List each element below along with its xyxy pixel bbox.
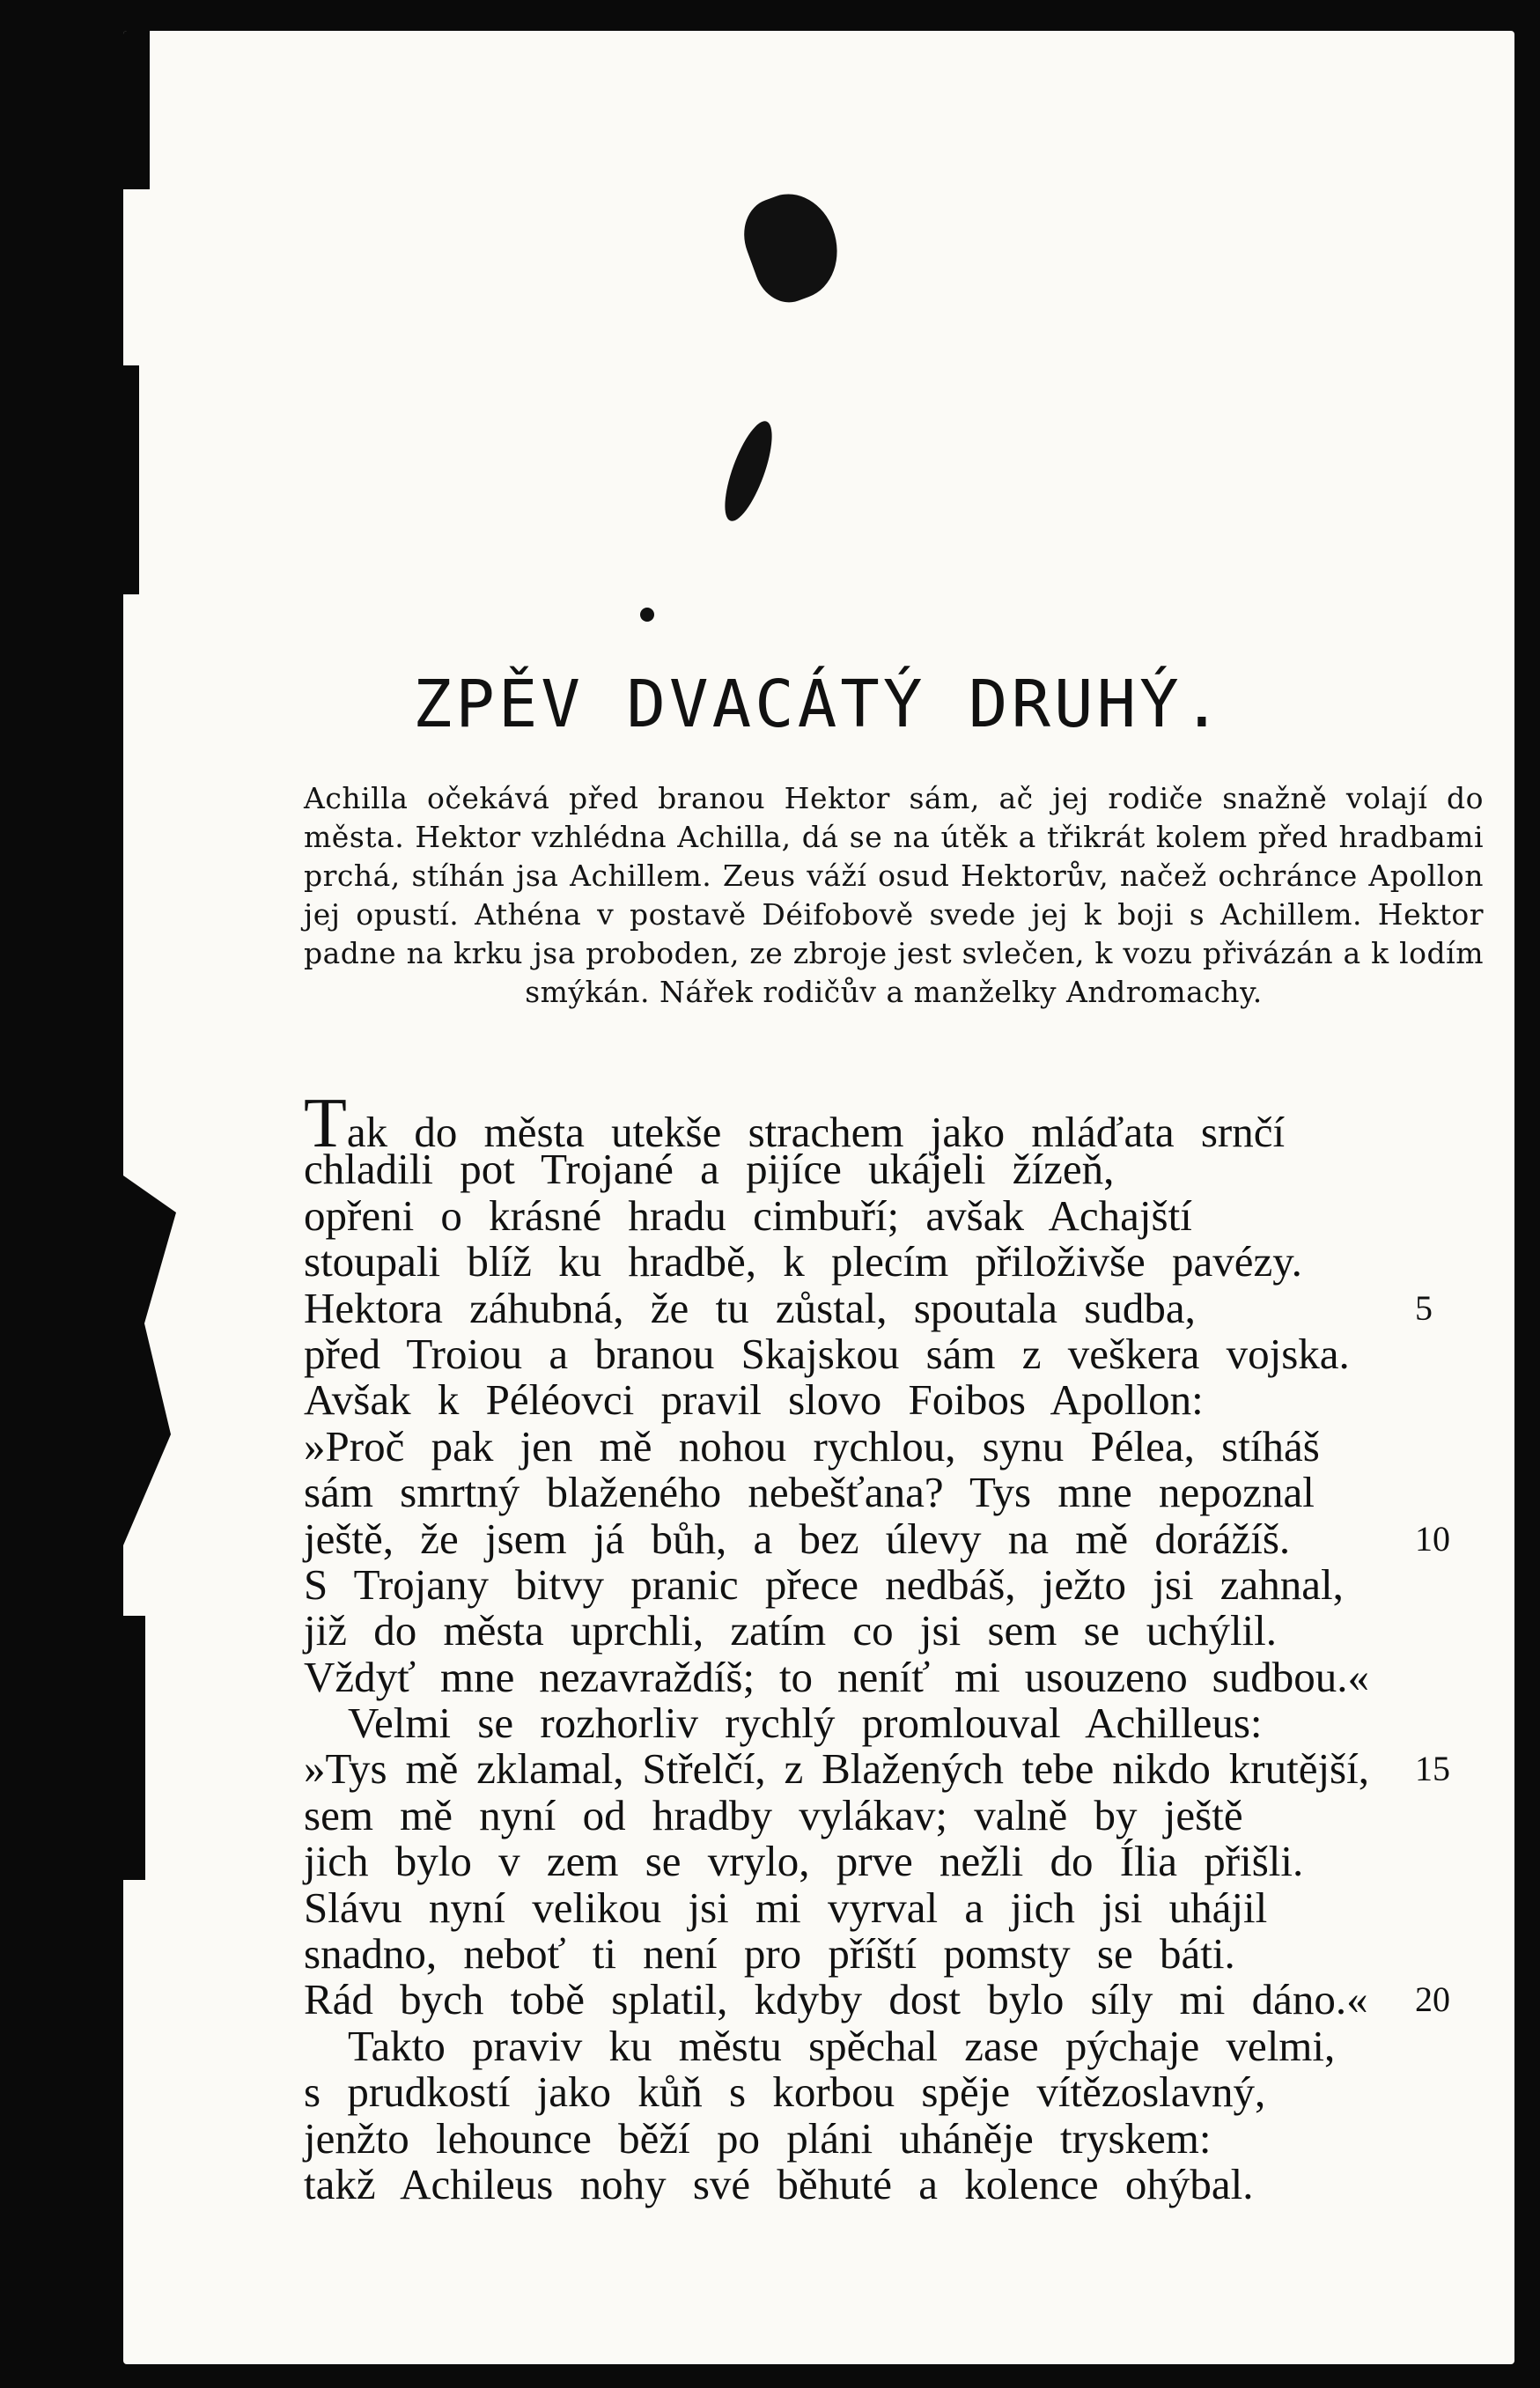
verse-text-rest: ak do města utekše strachem jako mláďata srnčí xyxy=(346,1108,1286,1156)
verse-text: opřeni o krásné hradu cimbuří; avšak Achajští xyxy=(304,1190,1192,1240)
verse-text: Slávu nyní velikou jsi mi vyrval a jich jsi uhájil xyxy=(304,1883,1268,1932)
verse-text: Takto praviv ku městu spěchal zase pýchaje velmi, xyxy=(348,2021,1336,2070)
verse-line xyxy=(304,1146,1492,1192)
verse-text: Rád bych tobě splatil, kdyby dost bylo síly mi dáno.« xyxy=(304,1975,1368,2024)
verse-text: Avšak k Péléovci pravil slovo Foibos Apollon: xyxy=(304,1375,1204,1425)
verse-text: Vždyť mne nezavraždíš; to neníť mi usouzeno sudbou.« xyxy=(304,1652,1369,1701)
ink-dot xyxy=(640,608,654,622)
verse-line xyxy=(304,1746,1492,1792)
verse-line xyxy=(304,1931,1492,1977)
verse-text: Velmi se rozhorliv rychlý promlouval Achilleus: xyxy=(348,1699,1263,1748)
verse-text: ještě, že jsem já bůh, a bez úlevy na mě dorážíš. xyxy=(304,1514,1291,1563)
verse-line xyxy=(304,1470,1492,1515)
verse-text: takž Achileus nohy své běhuté a kolence ohýbal. xyxy=(304,2159,1254,2208)
verse-line xyxy=(304,1977,1492,2023)
verse-text: sám smrtný blaženého nebešťana? Tys mne nepoznal xyxy=(304,1468,1315,1517)
line-number: 15 xyxy=(1415,1749,1450,1789)
line-number: 5 xyxy=(1415,1287,1433,1328)
verse-line xyxy=(304,1190,1492,1240)
verse-text: s prudkostí jako kůň s korbou spěje vítězoslavný, xyxy=(304,2067,1266,2117)
verse-text: stoupali blíž ku hradbě, k plecím přiloživše pavézy. xyxy=(304,1237,1302,1286)
chapter-title: ZPĚV DVACÁTÝ DRUHÝ. xyxy=(412,667,1226,742)
verse-line xyxy=(304,1652,1492,1701)
verse-line xyxy=(304,2023,1492,2069)
paper-sheet xyxy=(123,31,1514,2364)
verse-line xyxy=(304,1421,1492,1470)
verse-line xyxy=(304,1239,1492,1285)
verse-line xyxy=(304,1839,1492,1884)
verse-line xyxy=(304,2113,1492,2163)
verse-text: Hektora záhubná, že tu zůstal, spoutala sudba, xyxy=(304,1283,1196,1332)
verse-text: před Troiou a branou Skajskou sám z veškera vojska. xyxy=(304,1329,1350,1378)
torn-edge xyxy=(123,365,139,594)
verse-line xyxy=(304,1085,1492,1162)
verse-text: jenžto lehounce běží po pláni uháněje tryskem: xyxy=(304,2113,1212,2163)
verse-line xyxy=(304,2159,1492,2208)
verse-line xyxy=(304,1559,1492,1609)
verse-text: »Proč pak jen mě nohou rychlou, synu Pélea, stíháš xyxy=(304,1421,1320,1470)
torn-edge xyxy=(123,31,150,189)
verse-line xyxy=(304,1516,1492,1562)
line-number: 10 xyxy=(1415,1518,1450,1559)
verse-line xyxy=(304,1790,1492,1839)
torn-edge xyxy=(123,1616,145,1880)
verse-text: jich bylo v zem se vrylo, prve nežli do Ília přišli. xyxy=(304,1837,1304,1886)
verse-text: snadno, neboť ti není pro příští pomsty se báti. xyxy=(304,1929,1235,1979)
verse-line xyxy=(304,1885,1492,1931)
torn-edge xyxy=(123,1176,176,1545)
verse-line xyxy=(304,1377,1492,1423)
line-number: 20 xyxy=(1415,1979,1450,2020)
ink-blot xyxy=(716,416,782,526)
verse-line xyxy=(304,1608,1492,1654)
verse-text: »Tys mě zklamal, Střelčí, z Blažených tebe nikdo krutější, xyxy=(304,1744,1369,1794)
verse-text: již do města uprchli, zatím co jsi sem se uchýlil. xyxy=(304,1606,1278,1655)
verse-line xyxy=(304,2069,1492,2115)
verse-block xyxy=(304,1085,1492,2208)
verse-line xyxy=(304,1331,1492,1377)
chapter-summary: Achilla očekává před branou Hektor sám, ač jej rodiče snažně volají do města. Hektor vzhlédna Achilla, dá se na útěk a třikrát kolem před hradbami prchá, stíhán jsa Achillem. Zeus váží osud Hektorův, načež ochránce Apollon jej opustí. Athéna v postavě Déifobově svede jej k boji s Achillem. Hektor padne na krku jsa proboden, ze zbroje jest svlečen, k vozu přivázán a k lodím smýkán. Nářek rodičův a manželky Andromachy. xyxy=(304,781,1484,1009)
verse-text: sem mě nyní od hradby vylákav; valně by ještě xyxy=(304,1790,1243,1839)
verse-text: chladili pot Trojané a pijíce ukájeli žízeň, xyxy=(304,1145,1115,1194)
ink-blot xyxy=(733,182,851,312)
verse-text: S Trojany bitvy pranic přece nedbáš, ježto jsi zahnal, xyxy=(304,1559,1344,1609)
verse-line xyxy=(304,1700,1492,1746)
drop-cap: T xyxy=(304,1085,347,1162)
verse-line xyxy=(304,1283,1492,1332)
